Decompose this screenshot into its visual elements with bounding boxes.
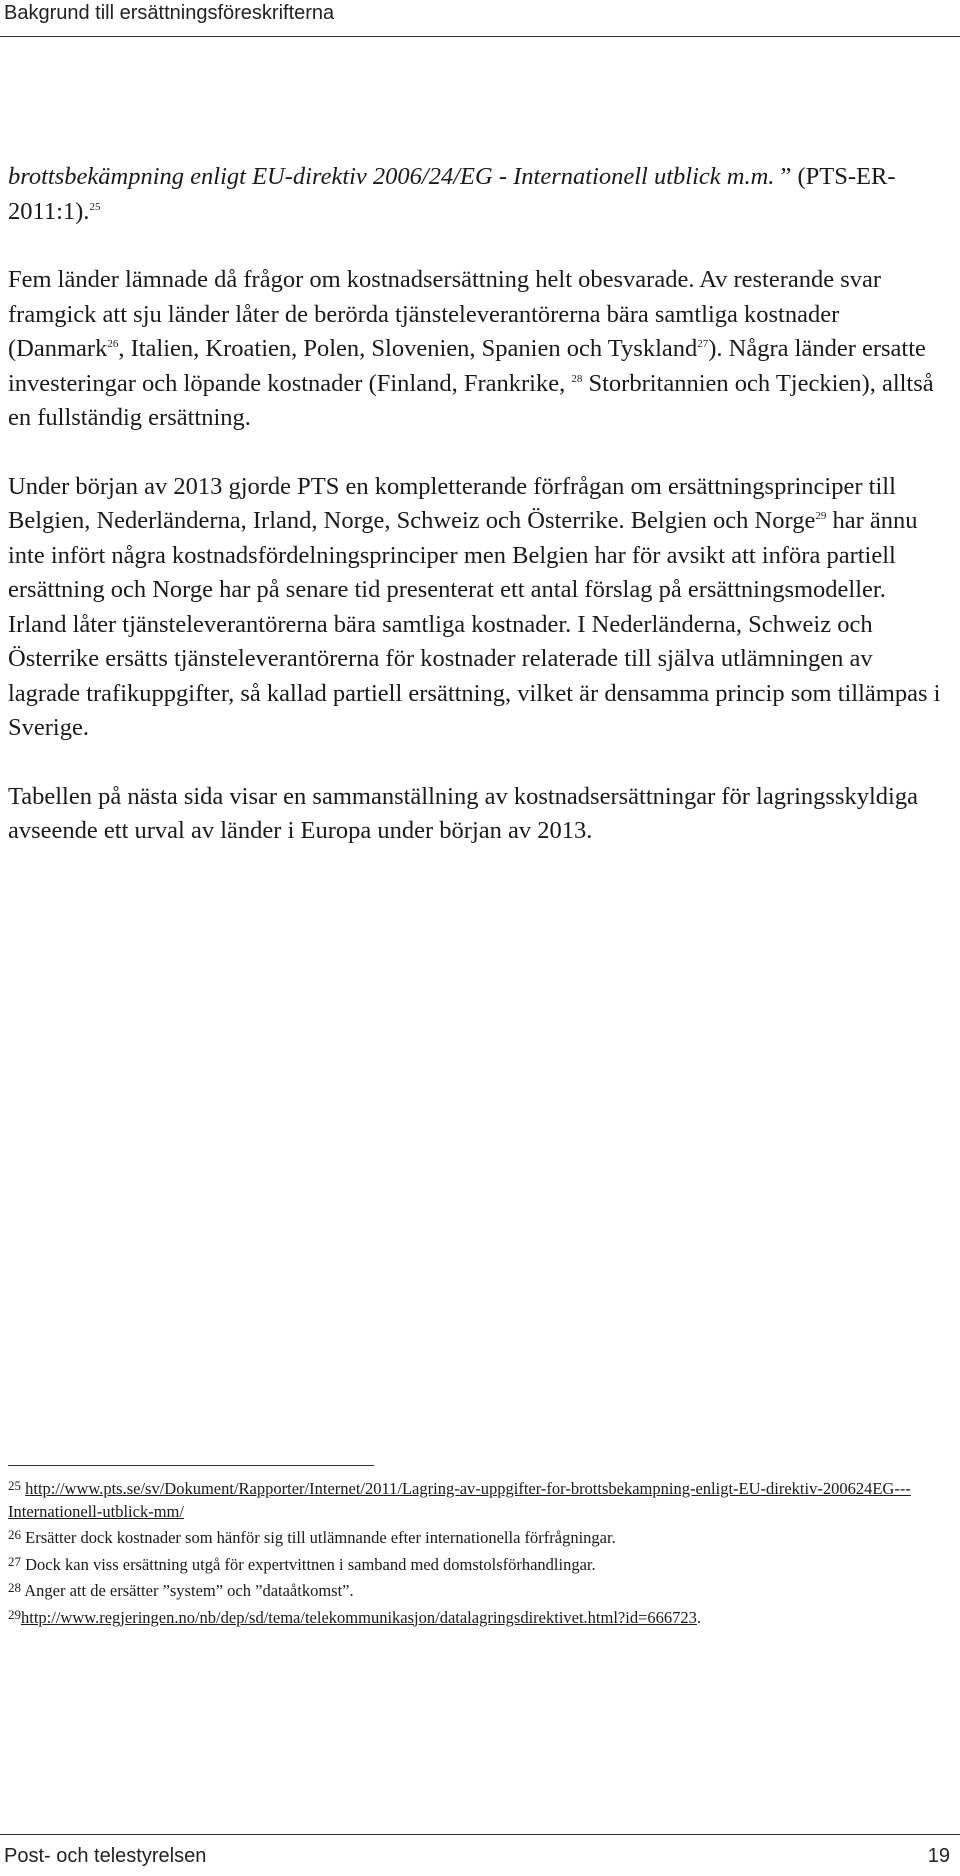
report-title-italic: brottsbekämpning enligt EU-direktiv 2006/24/EG - Internationell utblick m.m.: [8, 163, 775, 190]
paragraph-4: [8, 780, 948, 849]
footnote-ref-25[interactable]: 25: [89, 200, 101, 213]
footer-publisher: Post- och telestyrelsen: [4, 1845, 207, 1867]
footnote-link-regjeringen[interactable]: http://www.regjeringen.no/nb/dep/sd/tema/telekommunikasjon/datalagringsdirektivet.html?id=666723: [21, 1607, 697, 1627]
p3-text-1: Under början av 2013 gjorde PTS en kompletterande förfrågan om ersättningsprinciper till Belgien, Nederländerna, Irland, Norge, Schweiz och Österrike. Belgien och Norge: [8, 472, 896, 534]
p2-text-3: ). Några länder ersatte investeringar och löpande kostnader (Finland, Frankrike,: [8, 335, 926, 397]
p2-text-1: Fem länder lämnade då frågor om kostnadsersättning helt obesvarade. Av resterande svar framgick att sju länder låter de berörda tjänsteleverantörerna bära samtliga kostnader (Danmark: [8, 266, 882, 362]
footnote-26: [8, 1527, 952, 1550]
footnote-number: 27: [8, 1553, 21, 1569]
paragraph-3: [8, 470, 948, 746]
p4-text: Tabellen på nästa sida visar en sammanställning av kostnadsersättningar för lagringsskyldiga avseende ett urval av länder i Europa under början av 2013.: [8, 782, 918, 844]
p2-text-4: Storbritannien och Tjeckien), alltså en fullständig ersättning.: [8, 369, 934, 431]
page-footer: [0, 1834, 960, 1876]
footnote-text: Ersätter dock kostnader som hänför sig till utlämnande efter internationella förfrågningar.: [21, 1528, 616, 1547]
p2-text-2: , Italien, Kroatien, Polen, Slovenien, Spanien och Tyskland: [118, 335, 698, 362]
p3-text-2: har ännu inte infört några kostnadsfördelningsprinciper men Belgien har för avsikt att införa partiell ersättning och Norge har på senare tid presenterat ett antal förslag på ersättningsmodeller. Irland låter tjänsteleverantörerna bära samtliga kostnader. I Nederländerna, Schweiz och Österrike ersätts tjänsteleverantörerna för kostnader relaterade till själva utlämningen av lagrade trafikuppgifter, så kallad partiell ersättning, vilket är densamma princip som tillämpas i Sverige.: [8, 507, 941, 741]
footnote-text: .: [696, 1607, 702, 1627]
page-number: 19: [927, 1845, 950, 1867]
footnote-number: 26: [8, 1527, 21, 1542]
footnote-ref-26[interactable]: 26: [107, 338, 119, 350]
body-text: [8, 160, 948, 883]
paragraph-1: [8, 160, 948, 229]
footnote-number: 25: [8, 1478, 21, 1493]
footnote-25: [8, 1478, 952, 1523]
footnote-ref-29[interactable]: 29: [815, 510, 827, 522]
header-title: Bakgrund till ersättningsföreskrifterna: [4, 2, 335, 24]
footnote-number: 28: [8, 1580, 21, 1595]
footnote-text: Anger att de ersätter ”system” och ”dataåtkomst”.: [21, 1581, 354, 1600]
footnote-link-pts[interactable]: http://www.pts.se/sv/Dokument/Rapporter/Internet/2011/Lagring-av-uppgifter-for-brottsbekampning-enligt-EU-direktiv-200624EG---Internationell-utblick-mm/: [8, 1479, 911, 1521]
footnote-text: Dock kan viss ersättning utgå för expertvittnen i samband med domstolsförhandlingar.: [21, 1554, 596, 1574]
paragraph-2: [8, 263, 948, 436]
footnotes: [8, 1478, 952, 1633]
footnote-number: 29: [8, 1606, 21, 1622]
footnote-ref-28[interactable]: 28: [571, 372, 583, 385]
footnote-28: [8, 1580, 952, 1603]
page-header: [0, 0, 960, 37]
report-code: ” (PTS-ER-2011:1).: [8, 163, 896, 225]
footnote-29: [8, 1607, 952, 1630]
footnote-27: [8, 1554, 952, 1577]
footnote-separator: [8, 1465, 374, 1466]
footnote-ref-27[interactable]: 27: [697, 338, 709, 350]
